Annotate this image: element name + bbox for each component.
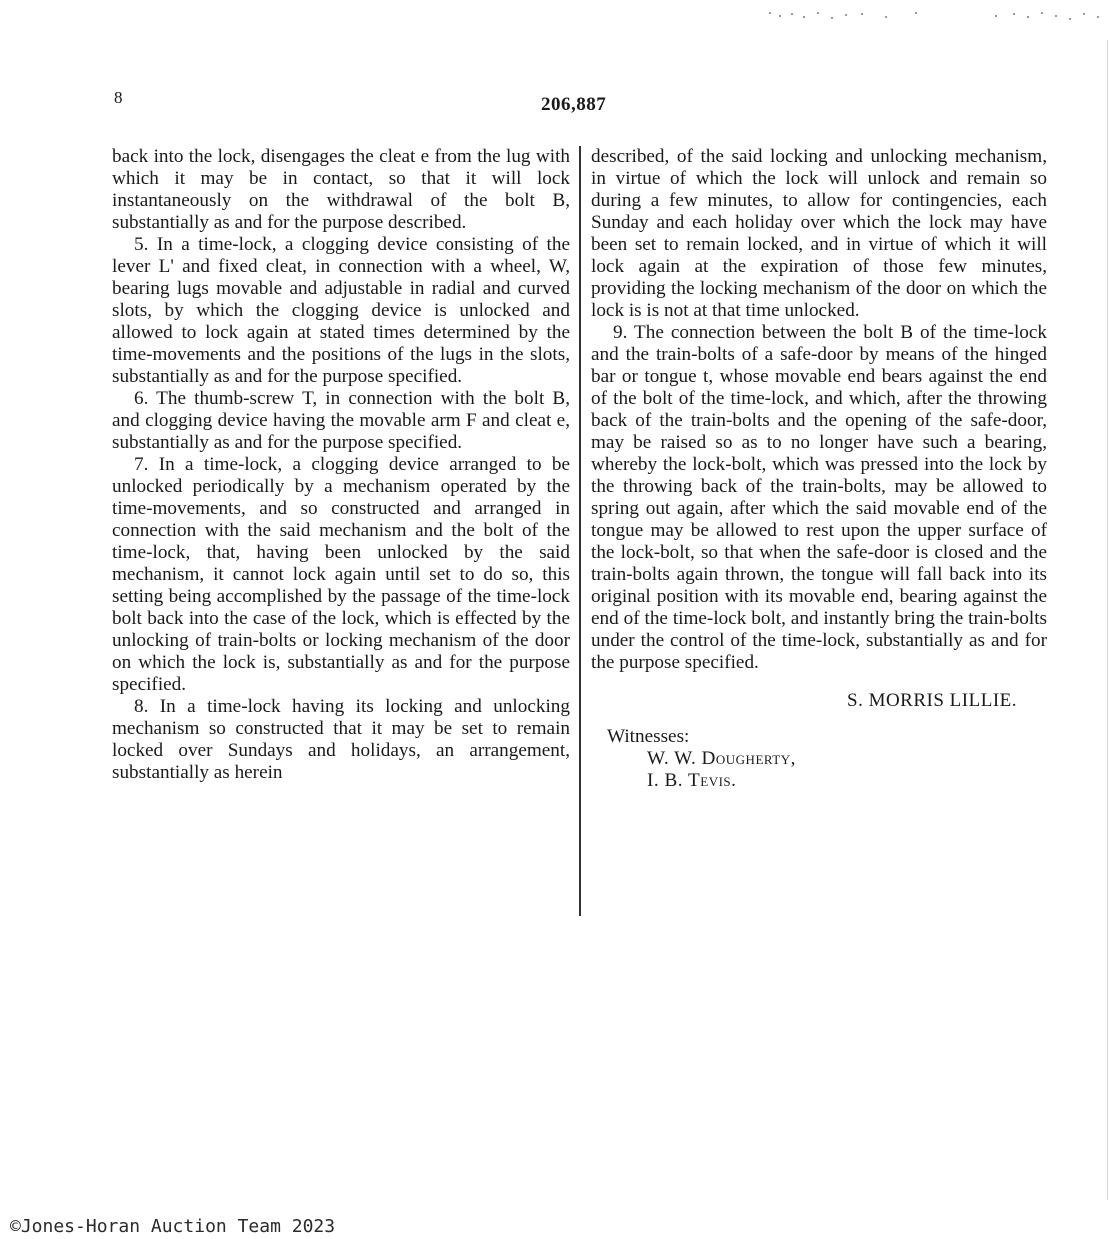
paragraph: described, of the said locking and unlocking mechanism, in virtue of which the lock will unlock and remain so during a few minutes, to allow for contingencies, each Sunday and each holiday over which the lock may have been set to remain locked, and in virtue of which it will lock again at the expiration of those few minutes, providing the locking mechanism of the door on which the lock is is not at that time unlocked. (591, 146, 1047, 321)
witness-name: W. W. Dougherty, (647, 748, 796, 769)
page-number: 8 (114, 88, 123, 107)
claim-6: 6. The thumb-screw T, in connection with the bolt B, and clogging device having the movable arm F and cleat e, substantially as and for the purpose specified. (112, 388, 570, 453)
patent-number: 206,887 (541, 94, 607, 115)
right-column (591, 146, 1047, 792)
witness-name: I. B. Tevis. (647, 770, 737, 791)
inventor-signature: S. MORRIS LILLIE. (847, 690, 1017, 711)
witnesses-label: Witnesses: (607, 726, 690, 747)
claim-8: 8. In a time-lock having its locking and unlocking mechanism so constructed that it may be set to remain locked over Sundays and holidays, an arrangement, substantially as herein (112, 696, 570, 783)
claim-5: 5. In a time-lock, a clogging device consisting of the lever L' and fixed cleat, in connection with a wheel, W, bearing lugs movable and adjustable in radial and curved slots, by which the clogging device is unlocked and allowed to lock again at stated times determined by the time-movements and the positions of the lugs in the slots, substantially as and for the purpose specified. (112, 234, 570, 387)
scan-noise (765, 10, 1110, 26)
left-column (112, 146, 570, 784)
scan-edge-line (1107, 40, 1108, 1200)
claim-9: 9. The connection between the bolt B of the time-lock and the train-bolts of a safe-door by means of the hinged bar or tongue t, whose movable end bears against the end of the bolt of the time-lock, and which, after the throwing back of the train-bolts and the opening of the safe-door, may be raised so as to no longer have such a bearing, whereby the lock-bolt, which was pressed into the lock by the throwing back of the train-bolts, may be allowed to spring out again, after which the said movable end of the tongue may be allowed to rest upon the upper surface of the lock-bolt, so that when the safe-door is closed and the train-bolts again thrown, the tongue will fall back into its original position with its movable end, bearing against the end of the time-lock bolt, and instantly bring the train-bolts under the control of the time-lock, substantially as and for the purpose specified. (591, 322, 1047, 673)
claim-7: 7. In a time-lock, a clogging device arranged to be unlocked periodically by a mechanism operated by the time-movements, and so constructed and arranged in connection with the said mechanism and the bolt of the time-lock, that, having been unlocked by the said mechanism, it cannot lock again until set to do so, this setting being accomplished by the passage of the time-lock bolt back into the case of the lock, which is effected by the unlocking of train-bolts or locking mechanism of the door on which the lock is, substantially as and for the purpose specified. (112, 454, 570, 695)
copyright-watermark: ©Jones-Horan Auction Team 2023 (10, 1216, 336, 1237)
column-divider (579, 146, 581, 916)
paragraph: back into the lock, disengages the cleat e from the lug with which it may be in contact, so that it will lock instantaneously on the withdrawal of the bolt B, substantially as and for the purpose described. (112, 146, 570, 233)
